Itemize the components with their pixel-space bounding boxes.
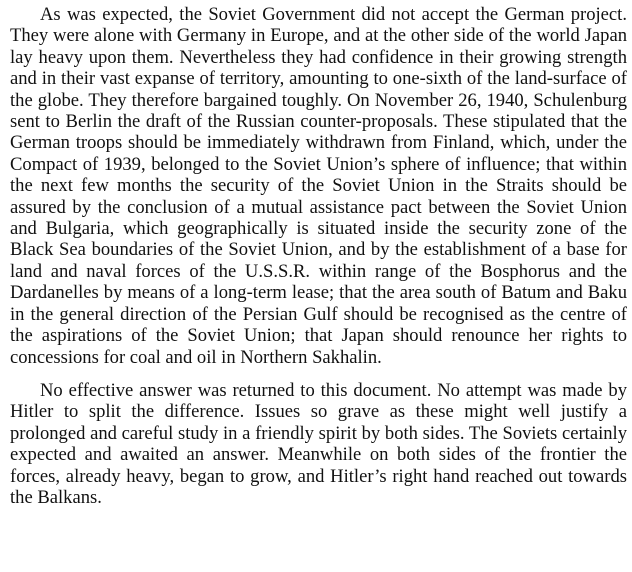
paragraph-soviet-counter-proposals: As was expected, the Soviet Government did not accept the German project. They were alone with Germany in Europe, and at the other side of the world Japan lay heavy upon them. Nevertheless they had confidence in their growing strength and in their vast expanse of territory, amounting to one-sixth of the land-surface of the globe. They therefore bargained toughly. On November 26, 1940, Schulenburg sent to Berlin the draft of the Russian counter-proposals. These stipulated that the German troops should be immediately withdrawn from Finland, which, under the Compact of 1939, belonged to the Soviet Union’s sphere of influence; that within the next few months the security of the Soviet Union in the Straits should be assured by the conclusion of a mutual assistance pact between the Soviet Union and Bulgaria, which geographically is situated inside the security zone of the Black Sea boundaries of the Soviet Union, and by the establishment of a base for land and naval forces of the U.S.S.R. within range of the Bosphorus and the Dardanelles by means of a long-term lease; that the area south of Batum and Baku in the general direction of the Persian Gulf should be recognised as the centre of the aspirations of the Soviet Union; that Japan should renounce her rights to concessions for coal and oil in Northern Sakhalin.: [10, 4, 627, 368]
document-page: [10, 4, 627, 508]
paragraph-no-effective-answer: No effective answer was returned to this document. No attempt was made by Hitler to split the difference. Issues so grave as these might well justify a prolonged and careful study in a friendly spirit by both sides. The Soviets certainly expected and awaited an answer. Meanwhile on both sides of the frontier the forces, already heavy, began to grow, and Hitler’s right hand reached out towards the Balkans.: [10, 379, 627, 508]
